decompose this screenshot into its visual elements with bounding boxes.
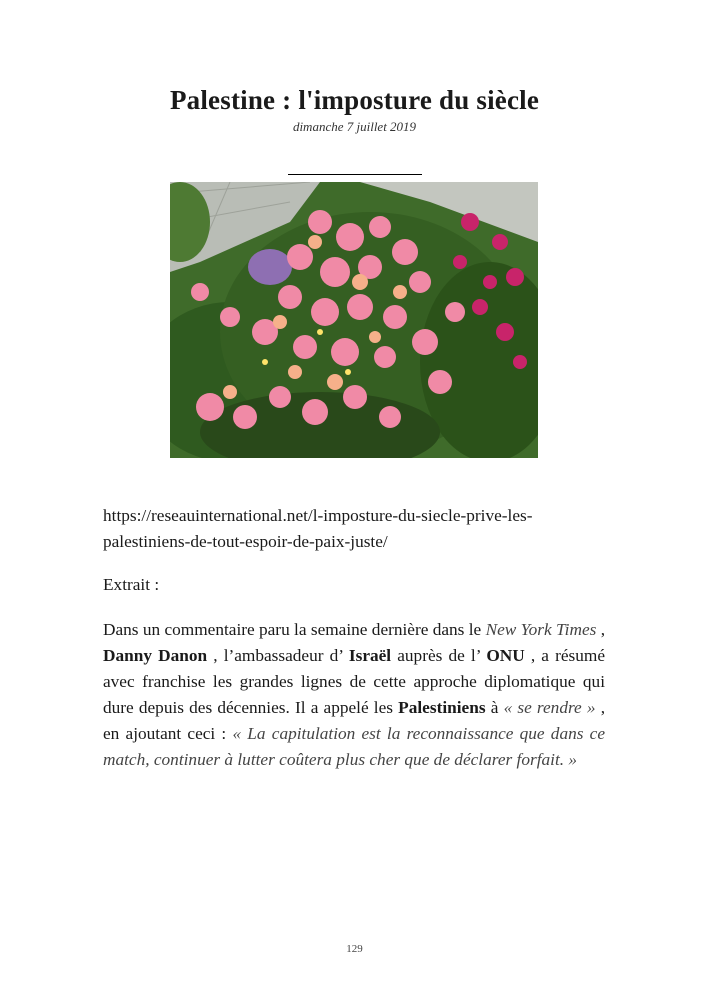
source-url-line2: palestiniens-de-tout-espoir-de-paix-juste/ bbox=[103, 532, 388, 551]
palestiniens-name: Palestiniens bbox=[398, 698, 486, 717]
para-text-3: , l’ambassadeur d’ bbox=[207, 646, 349, 665]
israel-name: Israël bbox=[348, 646, 392, 665]
onu-name: ONU bbox=[486, 646, 525, 665]
para-text-2: , bbox=[596, 620, 606, 639]
para-text-1: Dans un commentaire paru la semaine dernière dans le bbox=[103, 620, 486, 639]
nyt-reference: New York Times bbox=[485, 620, 597, 639]
page-number: 129 bbox=[346, 943, 363, 955]
source-url-line1: https://reseauinternational.net/l-imposture-du-siecle-prive-les- bbox=[103, 506, 533, 525]
se-rendre-quote: « se rendre » bbox=[503, 698, 601, 717]
capitulation-quote: « La capitulation est la reconnaissance que dans ce match, continuer à lutter coûtera plus cher que de déclarer forfait. » bbox=[103, 724, 606, 769]
para-text-5: , a résumé avec franchise les grandes lignes de cette approche diplomatique qui dure depuis des décennies. Il a appelé les bbox=[103, 646, 605, 717]
rose-bush-photo bbox=[170, 182, 538, 458]
danny-danon-name: Danny Danon bbox=[103, 646, 208, 665]
title-divider bbox=[288, 174, 422, 175]
source-url[interactable] bbox=[103, 503, 605, 555]
para-text-6: à bbox=[485, 698, 504, 717]
para-text-4: auprès de l’ bbox=[391, 646, 487, 665]
article-title: Palestine : l'imposture du siècle bbox=[169, 85, 540, 115]
article-paragraph bbox=[103, 617, 605, 773]
para-text-7: , en ajoutant ceci : bbox=[103, 698, 606, 743]
article-date: dimanche 7 juillet 2019 bbox=[292, 119, 417, 134]
extract-label: Extrait : bbox=[103, 575, 160, 594]
